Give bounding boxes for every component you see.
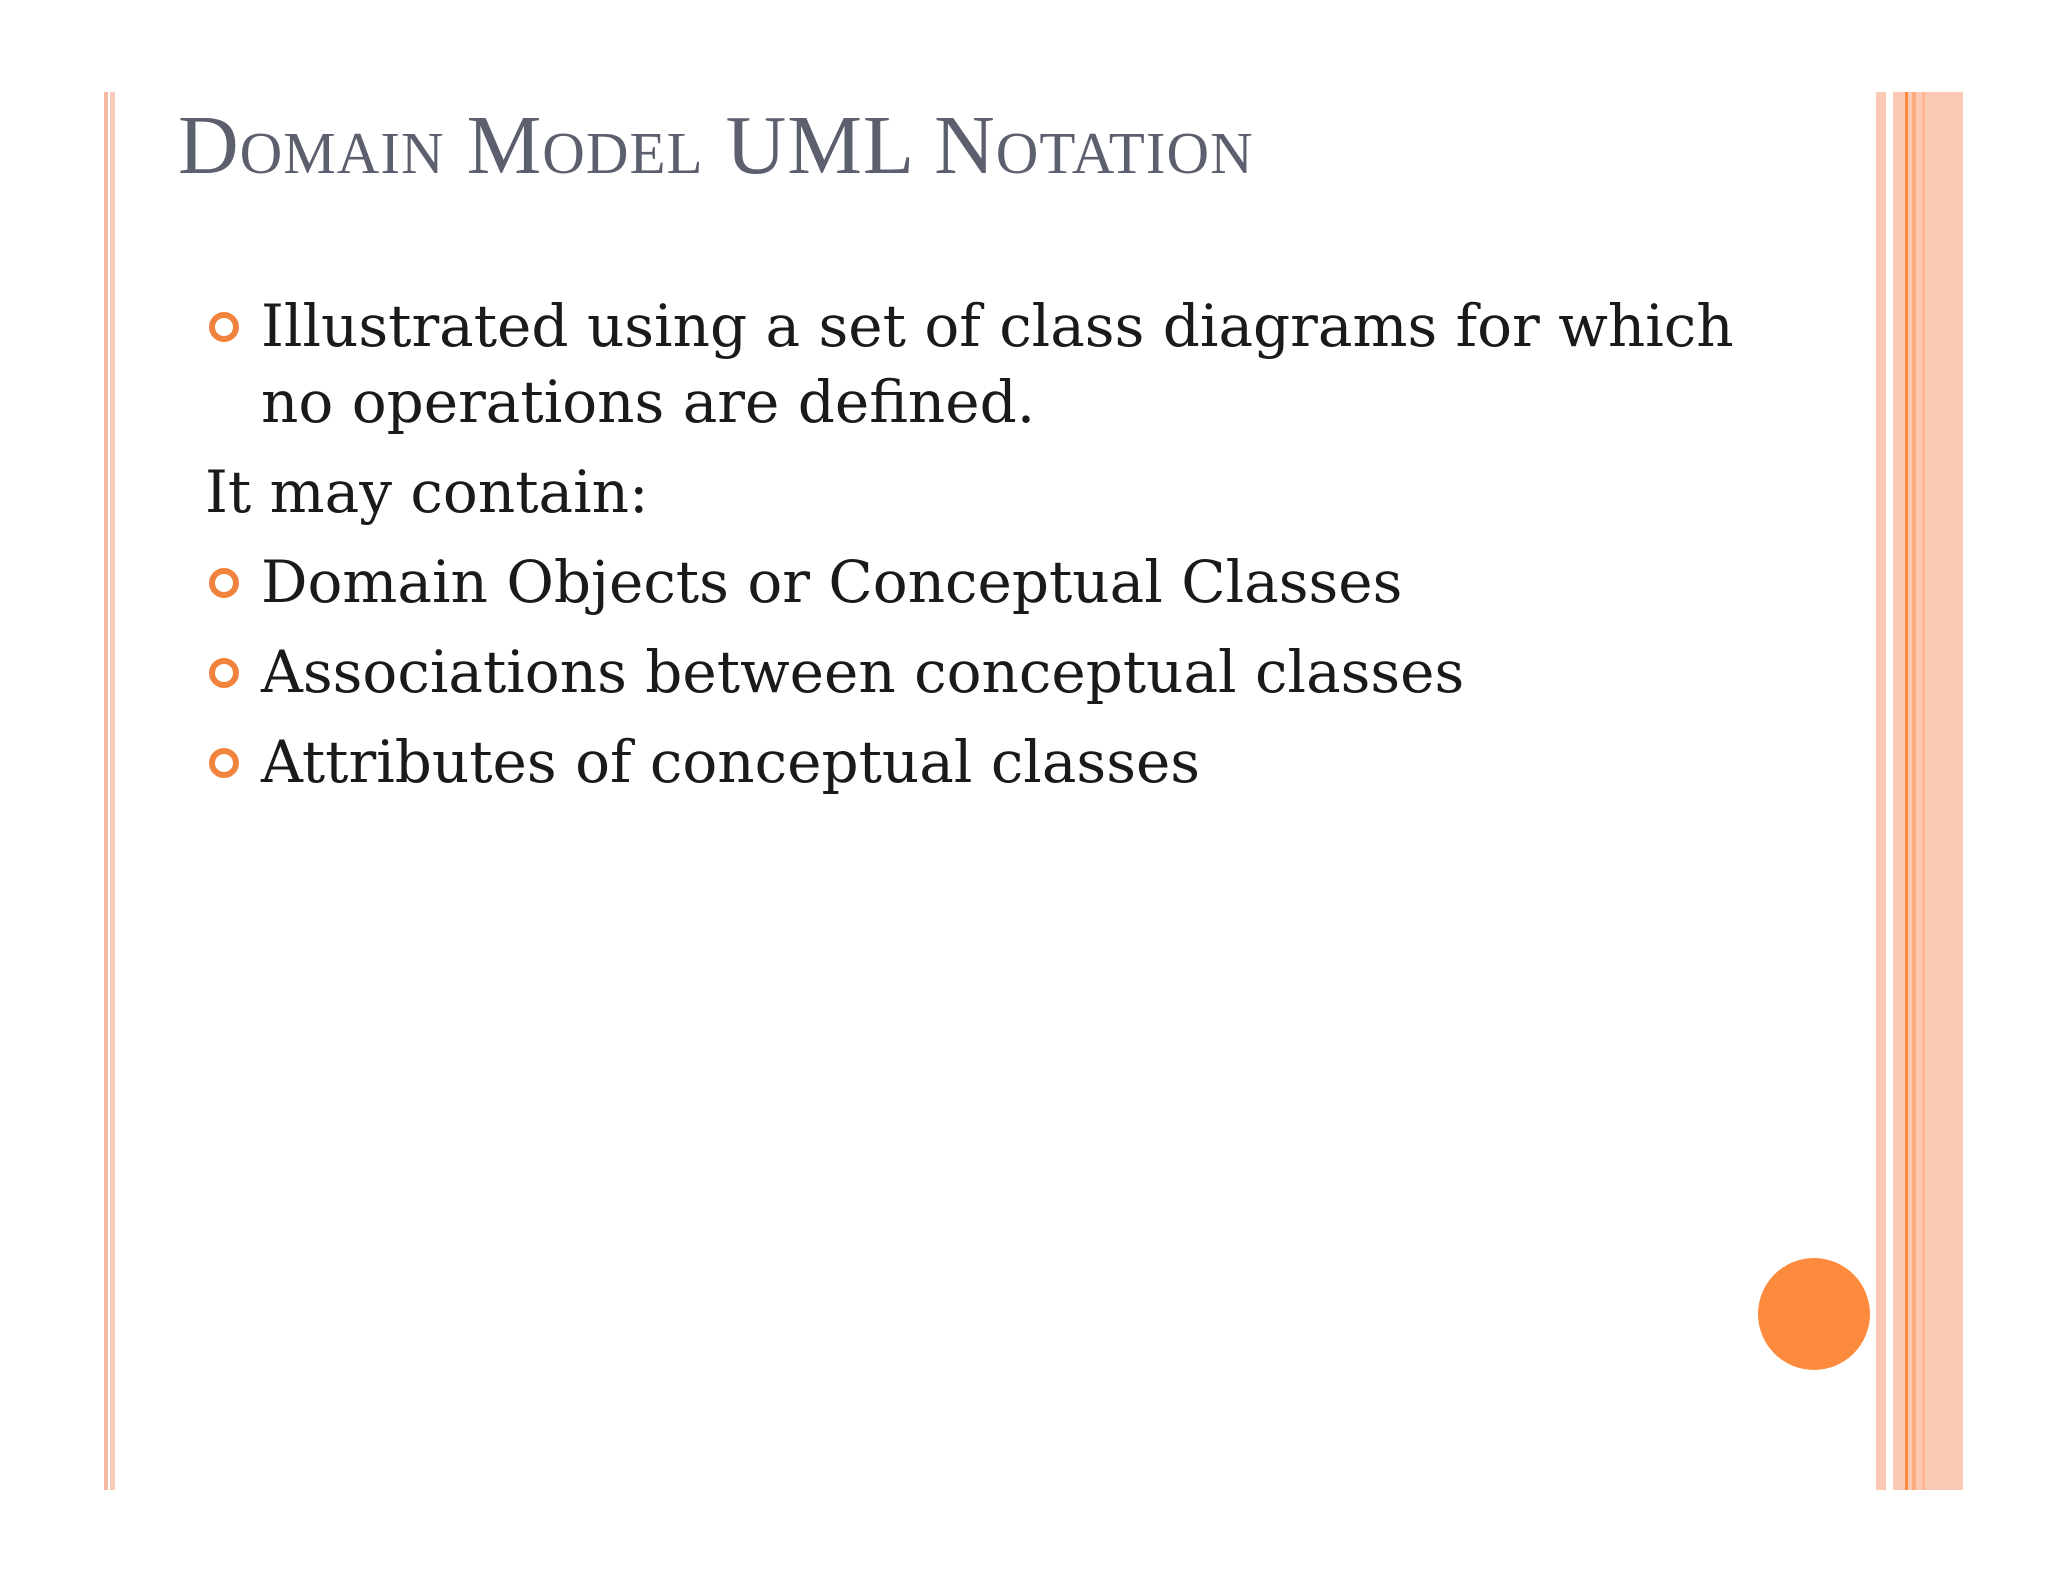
bullet-item — [205, 288, 1805, 440]
hollow-circle-bullet-icon — [209, 568, 239, 598]
plain-text: It may contain: — [205, 458, 649, 526]
bullet-text: Attributes of conceptual classes — [261, 728, 1201, 796]
slide-content — [205, 288, 1805, 814]
right-border-accent-line — [1922, 92, 1925, 1490]
hollow-circle-bullet-icon — [209, 312, 239, 342]
right-border-stripe — [1876, 92, 1886, 1490]
bullet-text: Domain Objects or Conceptual Classes — [261, 548, 1403, 616]
right-border-band — [1893, 92, 1963, 1490]
bullet-item — [205, 544, 1805, 620]
left-border-stripe — [104, 92, 108, 1490]
left-border-stripe — [110, 92, 115, 1490]
bullet-item — [205, 634, 1805, 710]
slide-title: Domain Model UML Notation — [178, 99, 1254, 192]
right-border-accent-line — [1912, 92, 1916, 1490]
plain-text-line — [205, 454, 1805, 530]
hollow-circle-bullet-icon — [209, 658, 239, 688]
right-border-accent-line — [1905, 92, 1908, 1490]
hollow-circle-bullet-icon — [209, 748, 239, 778]
bullet-text: Associations between conceptual classes — [261, 638, 1465, 706]
bullet-item — [205, 724, 1805, 800]
bullet-text: Illustrated using a set of class diagrams for which no operations are defined. — [261, 292, 1734, 436]
orange-circle-icon — [1758, 1258, 1870, 1370]
